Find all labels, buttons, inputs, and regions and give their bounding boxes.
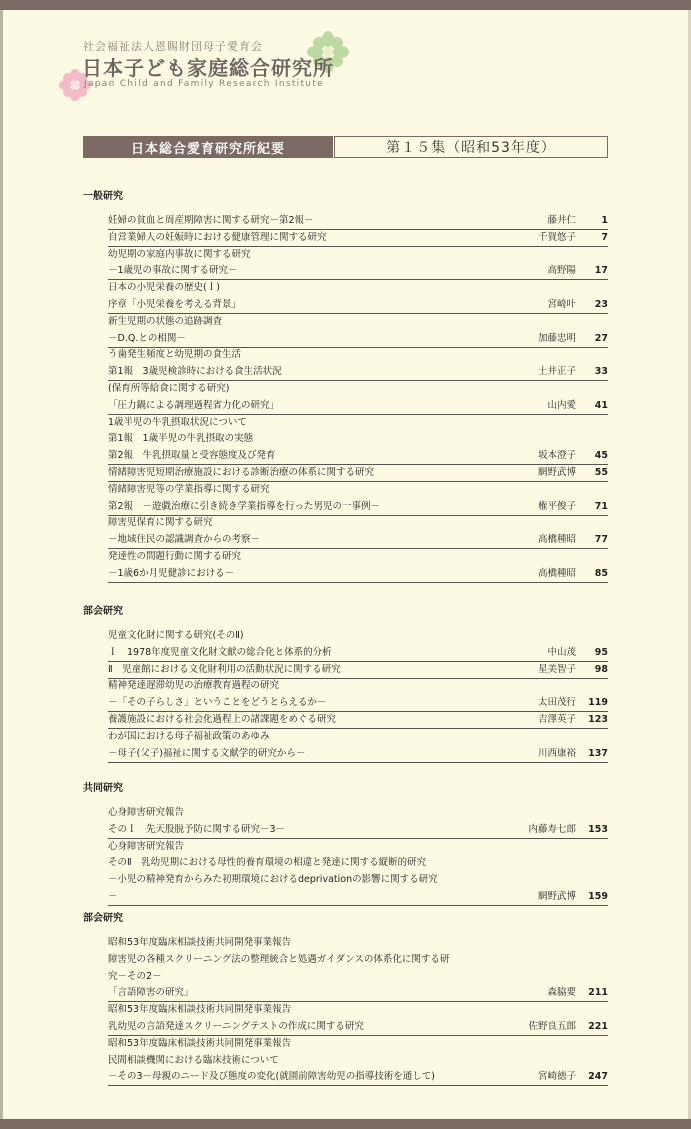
bottom-frame-bar [0,1119,691,1129]
toc-entry-line [108,855,608,871]
entry-page: 71 [594,501,608,512]
entry-title: 自営業婦人の妊娠時における健康管理に関する研究 [108,232,327,243]
entry-title: 心身障害研究報告 [108,841,185,852]
entry-author: 加藤忠明 [537,333,576,344]
entry-author: 土井正子 [537,366,576,377]
logo-english: Japan Child and Family Research Institute [84,79,324,89]
toc-entry[interactable] [108,297,608,314]
toc-entry-line [108,247,608,263]
toc-entry[interactable] [108,499,608,516]
toc-entry[interactable] [108,1069,608,1086]
toc-entry[interactable] [108,532,608,549]
entry-title: 児童文化財に関する研究(そのⅡ) [108,630,244,641]
entry-page: 211 [588,987,608,998]
entry-page: 1 [601,215,608,226]
top-frame-bar [0,0,691,10]
entry-page: 23 [594,299,608,310]
entry-title: 心身障害研究報告 [108,807,185,818]
entry-title: 序章「小児栄養を考える背景」 [108,299,242,310]
entry-title: －1歳6か月児健診における－ [108,568,235,579]
toc-entry-line [108,1002,608,1018]
toc-entry-line [108,280,608,296]
entry-title: 新生児期の状態の追跡調査 [108,316,223,327]
toc-entry[interactable] [108,985,608,1002]
toc-entry-line [108,549,608,565]
toc-entry-line [108,431,608,447]
entry-title: －地域住民の認識調査からの考察－ [108,534,261,545]
entry-title: －母子(父子)福祉に関する文献学的研究から－ [108,748,306,759]
toc-entry[interactable] [108,213,608,230]
entry-author: 権平俊子 [537,501,576,512]
toc-entry[interactable] [108,364,608,381]
entry-title: そのＩ 先天股脱予防に関する研究－3－ [108,824,286,835]
entry-title: 「言語障害の研究」 [108,987,194,998]
toc-entry-line [108,482,608,498]
entry-author: 高橋種昭 [537,568,576,579]
toc-entry[interactable] [108,448,608,465]
toc-entry-line [108,628,608,644]
entry-title: 昭和53年度臨床相談技術共同開発事業報告 [108,937,292,948]
section-title: 一般研究 [83,191,123,202]
entry-author: 中山茂 [547,647,576,658]
entry-page: 123 [588,714,608,725]
entry-author: 太田茂行 [537,697,576,708]
logo-title: 日本子ども家庭総合研究所 [82,56,334,80]
toc-entry[interactable] [108,746,608,763]
toc-entry-line [108,839,608,855]
section-title: 共同研究 [83,783,123,794]
toc-entry-line [108,729,608,745]
entry-title: 妊婦の貧血と周産期障害に関する研究－第2報－ [108,215,314,226]
entry-title: 情緒障害児等の学業指導に関する研究 [108,484,270,495]
entry-title: 障害児の各種スクリーニング法の整理統合と処遇ガイダンスの体系化に関する研 [108,954,450,965]
entry-title: 第1報 3歳児検診時における食生活状況 [108,366,282,377]
entry-author: 星美智子 [537,664,576,675]
entry-page: 137 [588,748,608,759]
entry-page: 55 [594,467,608,478]
entry-page: 77 [594,534,608,545]
entry-author: 高野陽 [547,265,576,276]
entry-title: 究－その2－ [108,971,162,982]
section-title: 部会研究 [83,913,123,924]
journal-title: 日本総合愛育研究所紀要 [83,136,333,158]
entry-author: 宮崎叶 [547,299,576,310]
toc-entry-line [108,678,608,694]
entry-page: 17 [594,265,608,276]
entry-author: 網野武博 [537,467,576,478]
toc-entry-line [108,347,608,363]
toc-entry[interactable] [108,566,608,583]
entry-title: 養護施設における社会化過程上の諸課題をめぐる研究 [108,714,337,725]
entry-author: 千賀悠子 [537,232,576,243]
entry-title: 発達性の問題行動に関する研究 [108,551,242,562]
entry-page: 85 [594,568,608,579]
toc-entry[interactable] [108,822,608,839]
entry-title: 昭和53年度臨床相談技術共同開発事業報告 [108,1004,292,1015]
entry-author: 山内愛 [547,400,576,411]
toc-entry[interactable] [108,695,608,712]
toc-entry[interactable] [108,889,608,906]
toc-entry[interactable] [108,398,608,415]
entry-title: －D.Q.との相関－ [108,333,186,344]
entry-title: 日本の小児栄養の歴史(Ｉ) [108,282,220,293]
entry-title: 幼児期の家庭内事故に関する研究 [108,249,251,260]
entry-title: 1歳半児の牛乳摂取状況について [108,417,247,428]
entry-title: － [108,891,118,902]
toc-entry[interactable] [108,1019,608,1036]
toc-entry-line [108,314,608,330]
entry-title: 「圧力鍋による調理過程省力化の研究」 [108,400,280,411]
entry-page: 27 [594,333,608,344]
toc-entry[interactable] [108,662,608,679]
toc-entry-line [108,1036,608,1052]
toc-entry-line [108,935,608,951]
toc-entry[interactable] [108,465,608,482]
toc-entry[interactable] [108,331,608,348]
section-title: 部会研究 [83,606,123,617]
toc-entry-line [108,1053,608,1069]
left-edge [0,10,3,1119]
entry-title: 昭和53年度臨床相談技術共同開発事業報告 [108,1038,292,1049]
entry-title: －その3－母親のニード及び態度の変化(就園前障害幼児の指導技術を通して) [108,1071,435,1082]
toc-entry-line [108,415,608,431]
entry-title: 民間相談機関における臨床技術について [108,1055,279,1066]
entry-title: (保育所等給食に関する研究) [108,383,230,394]
toc-entry-line [108,381,608,397]
entry-author: 川西康裕 [537,748,576,759]
entry-author: 藤井仁 [547,215,576,226]
entry-author: 網野武博 [537,891,576,902]
toc-entry[interactable] [108,263,608,280]
entry-title: 情緒障害児短期治療施設における診断治療の体系に関する研究 [108,467,375,478]
entry-author: 内藤寿七郎 [528,824,576,835]
entry-title: 第2報 牛乳摂取量と受容態度及び発育 [108,450,276,461]
toc-entry-line [108,805,608,821]
toc-entry[interactable] [108,712,608,729]
entry-page: 7 [601,232,608,243]
entry-title: －「その子らしさ」ということをどうとらえるか－ [108,697,327,708]
entry-author: 宮崎徳子 [537,1071,576,1082]
entry-page: 153 [588,824,608,835]
entry-author: 吉澤英子 [537,714,576,725]
toc-entry-line [108,872,608,888]
entry-title: Ⅱ 児童館における文化財利用の活動状況に関する研究 [108,664,341,675]
toc-entry[interactable] [108,645,608,662]
entry-title: 第2報 －遊戯治療に引き続き学業指導を行った男児の一事例－ [108,501,381,512]
entry-author: 坂本澄子 [537,450,576,461]
entry-author: 佐野良五郎 [528,1021,576,1032]
logo-subtitle: 社会福祉法人恩賜財団母子愛育会 [83,40,263,53]
entry-title: －小児の精神発育からみた初期環境におけるdeprivationの影響に関する研究 [108,874,438,885]
entry-title: 乳幼児の言語発達スクリーニングテストの作成に関する研究 [108,1021,364,1032]
entry-page: 159 [588,891,608,902]
entry-page: 41 [594,400,608,411]
entry-title: そのⅡ 乳幼児期における母性的養育環境の相違と発達に関する縦断的研究 [108,857,427,868]
entry-title: －1歳児の事故に関する研究－ [108,265,238,276]
entry-title: Ｉ 1978年度児童文化財文献の総合化と体系的分析 [108,647,332,658]
entry-page: 247 [588,1071,608,1082]
entry-page: 45 [594,450,608,461]
entry-page: 119 [588,697,608,708]
toc-entry-line [108,969,608,985]
entry-title: 精神発達遅滞幼児の治療教育過程の研究 [108,680,280,691]
entry-title: 第1報 1歳半児の牛乳摂取の実態 [108,433,254,444]
entry-title: わが国における母子福祉政策のあゆみ [108,731,270,742]
toc-entry-line [108,515,608,531]
entry-author: 高橋種昭 [537,534,576,545]
entry-title: う歯発生頻度と幼児期の食生活 [108,349,242,360]
entry-page: 221 [588,1021,608,1032]
entry-title: 障害児保育に関する研究 [108,517,213,528]
entry-page: 95 [594,647,608,658]
entry-page: 98 [594,664,608,675]
entry-author: 森脇要 [547,987,576,998]
toc-entry-line [108,952,608,968]
volume-title: 第１５集（昭和53年度） [334,136,608,158]
toc-entry[interactable] [108,230,608,247]
entry-page: 33 [594,366,608,377]
